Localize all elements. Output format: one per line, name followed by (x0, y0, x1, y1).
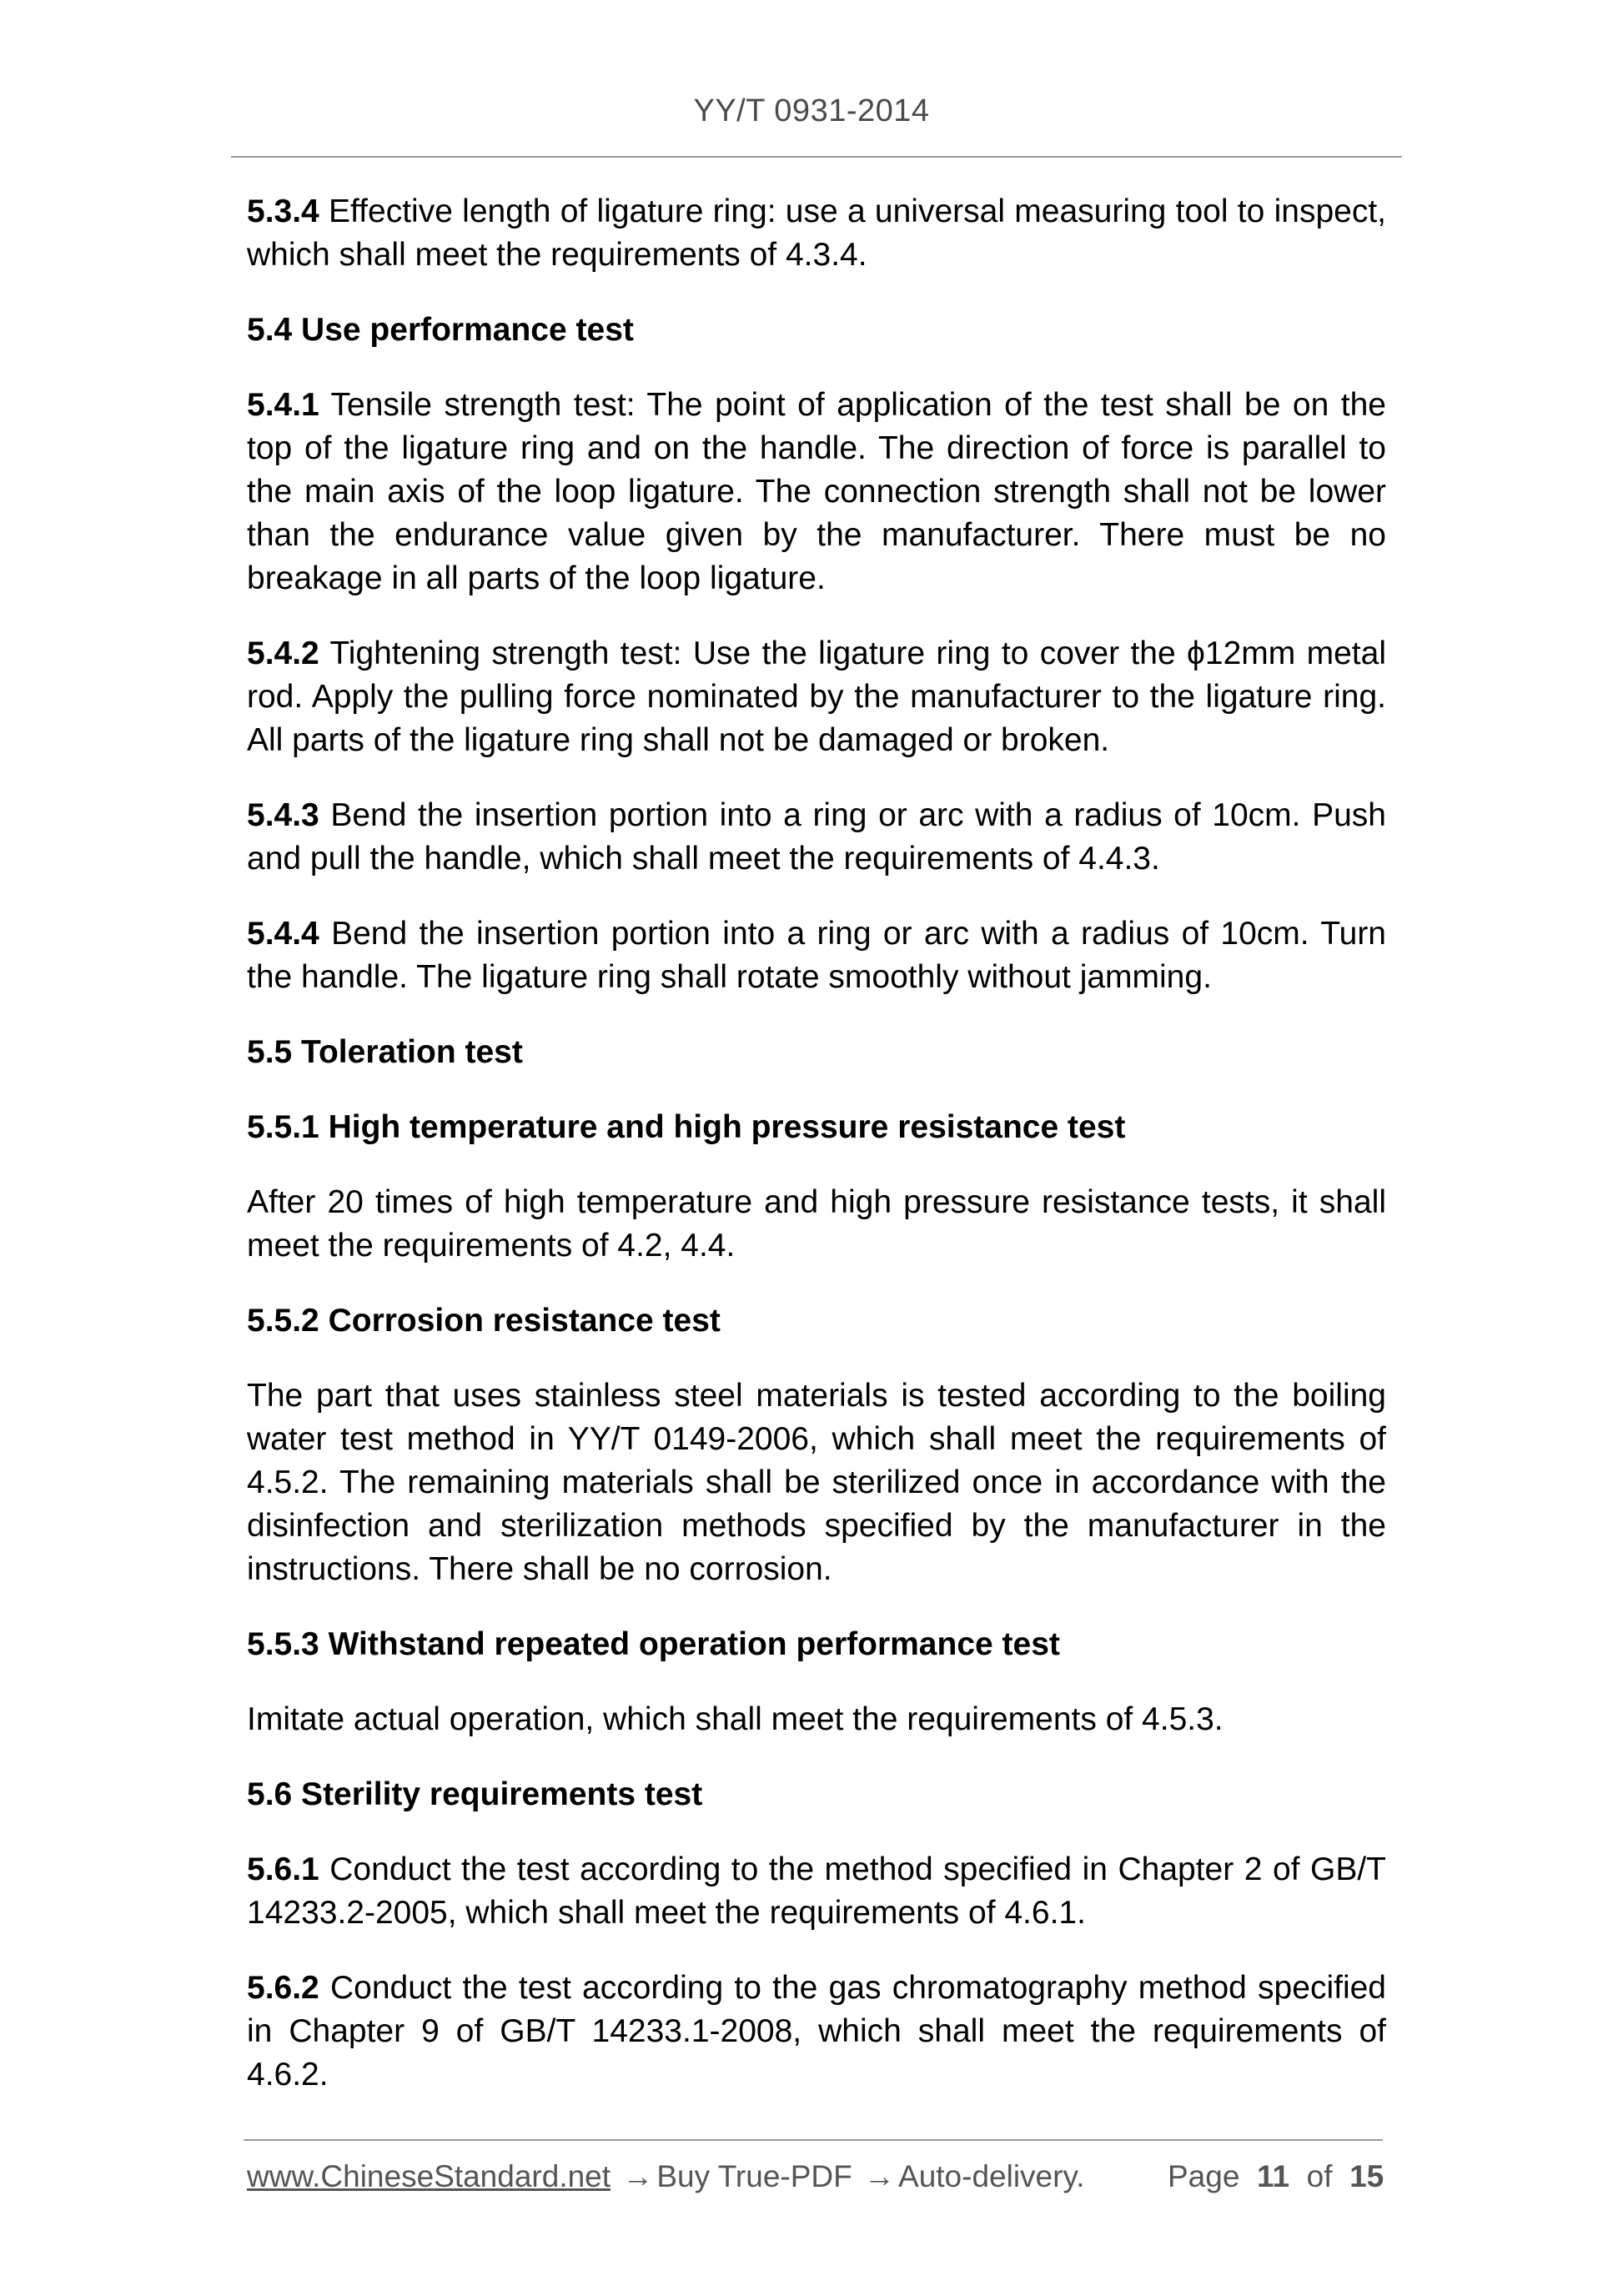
clause-text: Conduct the test according to the gas chromatography method specified in Chapter 9 of GB/T 14233.1-2008, which shall meet the requirements of 4.6.2. (247, 1970, 1386, 2093)
auto-delivery-text: Auto-delivery. (898, 2159, 1085, 2193)
clause-5-4-3 (247, 794, 1386, 881)
paragraph-5-5-3: Imitate actual operation, which shall meet the requirements of 4.5.3. (247, 1701, 1224, 1737)
arrow-right-icon: → (622, 2159, 654, 2193)
clause-number: 5.4.4 (247, 916, 319, 952)
page-current: 11 (1256, 2159, 1290, 2193)
clause-5-4-1 (247, 384, 1386, 600)
section-heading-5-4: 5.4 Use performance test (247, 312, 634, 348)
clause-text: Bend the insertion portion into a ring or arc with a radius of 10cm. Push and pull the handle, which shall meet the requirements of 4.4.3. (247, 797, 1386, 877)
page-footer (247, 2159, 1386, 2194)
document-code: YY/T 0931-2014 (693, 93, 930, 128)
clause-number: 5.6.1 (247, 1851, 319, 1887)
paragraph-5-5-2: The part that uses stainless steel materials is tested according to the boiling water test method in YY/T 0149-2006, which shall meet the requirements of 4.5.2. The remaining materials shall be sterilized once in accordance with the disinfection and sterilization methods specified by the manufacturer in the instructions. There shall be no corrosion. (247, 1378, 1386, 1587)
section-heading-5-5-2: 5.5.2 Corrosion resistance test (247, 1303, 721, 1339)
page-label: Page (1168, 2159, 1240, 2193)
clause-number: 5.3.4 (247, 193, 319, 229)
section-heading-5-6: 5.6 Sterility requirements test (247, 1776, 703, 1812)
clause-number: 5.4.2 (247, 636, 319, 671)
clause-number: 5.6.2 (247, 1970, 319, 2006)
page-total: 15 (1349, 2159, 1384, 2193)
paragraph-5-5-1: After 20 times of high temperature and high pressure resistance tests, it shall meet the requirements of 4.2, 4.4. (247, 1184, 1386, 1264)
section-heading-5-5-3: 5.5.3 Withstand repeated operation performance test (247, 1626, 1060, 1662)
page-header (0, 93, 1623, 129)
buy-pdf-text: Buy True-PDF (656, 2159, 852, 2193)
of-label: of (1306, 2159, 1333, 2193)
clause-text: Conduct the test according to the method specified in Chapter 2 of GB/T 14233.2-2005, which shall meet the requirements of 4.6.1. (247, 1851, 1386, 1931)
clause-text: Bend the insertion portion into a ring or arc with a radius of 10cm. Turn the handle. The ligature ring shall rotate smoothly without jamming. (247, 916, 1386, 995)
clause-text: Tightening strength test: Use the ligature ring to cover the ϕ12mm metal rod. Apply the pulling force nominated by the manufacturer to the ligature ring. All parts of the ligature ring shall not be damaged or broken. (247, 636, 1386, 758)
clause-text: Tensile strength test: The point of application of the test shall be on the top of the ligature ring and on the handle. The direction of force is parallel to the main axis of the loop ligature. The connection strength shall not be lower than the endurance value given by the manufacturer. There must be no breakage in all parts of the loop ligature. (247, 387, 1386, 596)
clause-number: 5.4.3 (247, 797, 319, 833)
clause-5-3-4 (247, 190, 1386, 277)
clause-number: 5.4.1 (247, 387, 319, 423)
clause-text: Effective length of ligature ring: use a universal measuring tool to inspect, which shall meet the requirements of 4.3.4. (247, 193, 1386, 273)
footer-divider (244, 2139, 1383, 2141)
page-indicator (1168, 2159, 1384, 2194)
website-link[interactable]: www.ChineseStandard.net (247, 2159, 611, 2193)
clause-5-6-2 (247, 1967, 1386, 2097)
arrow-right-icon: → (864, 2159, 896, 2193)
clause-5-4-4 (247, 912, 1386, 999)
header-divider (231, 156, 1402, 158)
document-body (247, 190, 1386, 2128)
clause-5-4-2 (247, 632, 1386, 762)
section-heading-5-5-1: 5.5.1 High temperature and high pressure resistance test (247, 1109, 1126, 1145)
clause-5-6-1 (247, 1848, 1386, 1935)
section-heading-5-5: 5.5 Toleration test (247, 1034, 523, 1070)
